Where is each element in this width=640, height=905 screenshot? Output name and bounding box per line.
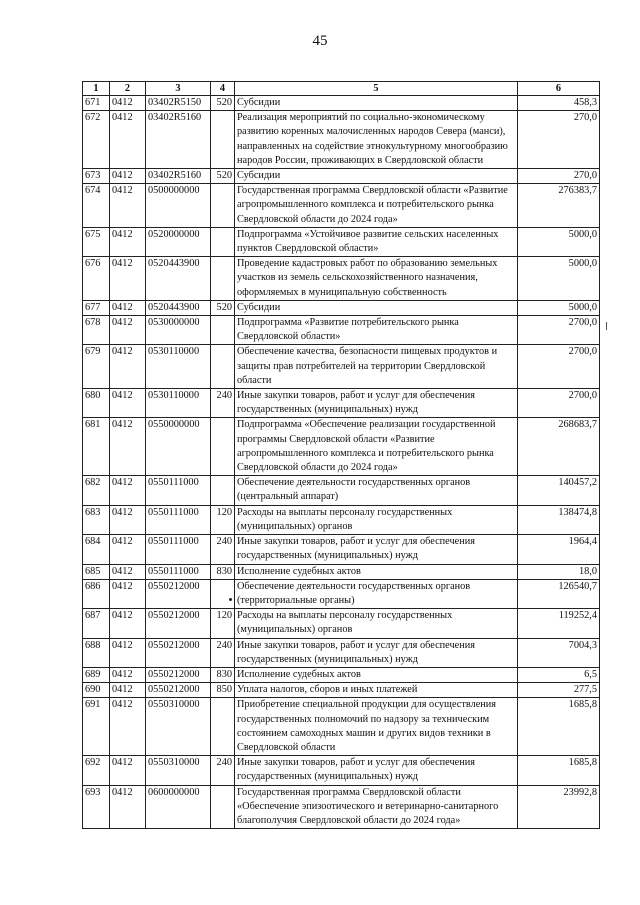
row-number-cell: 685 <box>83 564 110 579</box>
expense-type-cell: 850 <box>211 683 235 698</box>
table-row <box>83 638 600 667</box>
amount-cell: 458,3 <box>518 96 600 111</box>
description-cell: Субсидии <box>235 300 518 315</box>
amount-cell: 270,0 <box>518 111 600 169</box>
description-cell: Иные закупки товаров, работ и услуг для обеспечения государственных (муниципальных) нужд <box>235 535 518 564</box>
target-code-cell: 0550111000 <box>146 535 211 564</box>
target-code-cell: 0550212000 <box>146 579 211 608</box>
margin-mark <box>606 322 607 330</box>
description-cell: Иные закупки товаров, работ и услуг для обеспечения государственных (муниципальных) нужд <box>235 389 518 418</box>
table-row <box>83 418 600 476</box>
target-code-cell: 03402R5150 <box>146 96 211 111</box>
expense-type-cell: 520 <box>211 169 235 184</box>
target-code-cell: 0550000000 <box>146 418 211 476</box>
amount-cell: 5000,0 <box>518 300 600 315</box>
page-number: 45 <box>312 33 328 49</box>
section-code-cell: 0412 <box>110 579 146 608</box>
section-code-cell: 0412 <box>110 535 146 564</box>
table-row <box>83 316 600 345</box>
section-code-cell: 0412 <box>110 683 146 698</box>
row-number-cell: 691 <box>83 698 110 756</box>
expense-type-cell <box>211 698 235 756</box>
table-row <box>83 609 600 638</box>
amount-cell: 277,5 <box>518 683 600 698</box>
expense-type-cell <box>211 579 235 608</box>
row-number-cell: 693 <box>83 785 110 829</box>
amount-cell: 270,0 <box>518 169 600 184</box>
row-number-cell: 676 <box>83 257 110 301</box>
section-code-cell: 0412 <box>110 505 146 534</box>
row-number-cell: 683 <box>83 505 110 534</box>
target-code-cell: 03402R5160 <box>146 111 211 169</box>
table-row <box>83 184 600 228</box>
section-code-cell: 0412 <box>110 476 146 505</box>
table-row <box>83 111 600 169</box>
target-code-cell: 0520443900 <box>146 300 211 315</box>
row-number-cell: 679 <box>83 345 110 389</box>
target-code-cell: 0550310000 <box>146 698 211 756</box>
section-code-cell: 0412 <box>110 698 146 756</box>
header-col-1: 1 <box>83 82 110 96</box>
expense-type-cell: 520 <box>211 300 235 315</box>
section-code-cell: 0412 <box>110 316 146 345</box>
row-number-cell: 686 <box>83 579 110 608</box>
row-number-cell: 674 <box>83 184 110 228</box>
row-number-cell: 673 <box>83 169 110 184</box>
row-number-cell: 689 <box>83 667 110 682</box>
section-code-cell: 0412 <box>110 564 146 579</box>
table-row <box>83 257 600 301</box>
table-row <box>83 389 600 418</box>
row-number-cell: 677 <box>83 300 110 315</box>
amount-cell: 140457,2 <box>518 476 600 505</box>
target-code-cell: 0550310000 <box>146 756 211 785</box>
target-code-cell: 03402R5160 <box>146 169 211 184</box>
target-code-cell: 0550111000 <box>146 476 211 505</box>
expense-type-cell: 240 <box>211 535 235 564</box>
table-row <box>83 667 600 682</box>
amount-cell: 1964,4 <box>518 535 600 564</box>
table-row <box>83 96 600 111</box>
expense-type-cell <box>211 476 235 505</box>
description-cell: Обеспечение качества, безопасности пищевых продуктов и защиты прав потребителей на территории Свердловской области <box>235 345 518 389</box>
description-cell: Реализация мероприятий по социально-экономическому развитию коренных малочисленных народов Севера (манси), направленных на содействие этнокультурному многообразию народов России, проживающих в Свердловской области <box>235 111 518 169</box>
target-code-cell: 0550212000 <box>146 638 211 667</box>
section-code-cell: 0412 <box>110 667 146 682</box>
expense-type-cell <box>211 316 235 345</box>
row-number-cell: 688 <box>83 638 110 667</box>
amount-cell: 138474,8 <box>518 505 600 534</box>
description-cell: Приобретение специальной продукции для осуществления государственных полномочий по надзору за техническим состоянием самоходных машин и других видов техники в Свердловской области <box>235 698 518 756</box>
expense-type-cell: 240 <box>211 638 235 667</box>
row-number-cell: 672 <box>83 111 110 169</box>
expense-type-cell <box>211 227 235 256</box>
row-number-cell: 682 <box>83 476 110 505</box>
row-number-cell: 678 <box>83 316 110 345</box>
amount-cell: 119252,4 <box>518 609 600 638</box>
row-number-cell: 690 <box>83 683 110 698</box>
amount-cell: 126540,7 <box>518 579 600 608</box>
description-cell: Субсидии <box>235 169 518 184</box>
row-number-cell: 681 <box>83 418 110 476</box>
expense-type-cell <box>211 418 235 476</box>
amount-cell: 276383,7 <box>518 184 600 228</box>
description-cell: Расходы на выплаты персоналу государственных (муниципальных) органов <box>235 609 518 638</box>
description-cell: Субсидии <box>235 96 518 111</box>
table-row <box>83 345 600 389</box>
description-cell: Проведение кадастровых работ по образованию земельных участков из земель сельскохозяйственного назначения, оформляемых в муниципальную собственность <box>235 257 518 301</box>
amount-cell: 7004,3 <box>518 638 600 667</box>
header-col-4: 4 <box>211 82 235 96</box>
description-cell: Обеспечение деятельности государственных органов (территориальные органы) <box>235 579 518 608</box>
target-code-cell: 0550212000 <box>146 609 211 638</box>
description-cell: Иные закупки товаров, работ и услуг для обеспечения государственных (муниципальных) нужд <box>235 756 518 785</box>
section-code-cell: 0412 <box>110 418 146 476</box>
section-code-cell: 0412 <box>110 785 146 829</box>
table-row <box>83 300 600 315</box>
section-code-cell: 0412 <box>110 609 146 638</box>
amount-cell: 2700,0 <box>518 316 600 345</box>
row-number-cell: 680 <box>83 389 110 418</box>
expense-type-cell: 120 <box>211 505 235 534</box>
header-col-5: 5 <box>235 82 518 96</box>
table-row <box>83 476 600 505</box>
target-code-cell: 0520000000 <box>146 227 211 256</box>
section-code-cell: 0412 <box>110 257 146 301</box>
expense-type-cell <box>211 785 235 829</box>
header-col-3: 3 <box>146 82 211 96</box>
target-code-cell: 0530000000 <box>146 316 211 345</box>
expense-type-cell <box>211 184 235 228</box>
expense-type-cell: 830 <box>211 564 235 579</box>
table-body <box>83 96 600 829</box>
description-cell: Исполнение судебных актов <box>235 667 518 682</box>
amount-cell: 6,5 <box>518 667 600 682</box>
table-row <box>83 785 600 829</box>
description-cell: Обеспечение деятельности государственных органов (центральный аппарат) <box>235 476 518 505</box>
section-code-cell: 0412 <box>110 111 146 169</box>
description-cell: Исполнение судебных актов <box>235 564 518 579</box>
expense-type-cell: 830 <box>211 667 235 682</box>
amount-cell: 5000,0 <box>518 257 600 301</box>
row-number-cell: 675 <box>83 227 110 256</box>
section-code-cell: 0412 <box>110 300 146 315</box>
section-code-cell: 0412 <box>110 756 146 785</box>
expense-type-cell: 240 <box>211 389 235 418</box>
section-code-cell: 0412 <box>110 638 146 667</box>
table-row <box>83 579 600 608</box>
amount-cell: 1685,8 <box>518 698 600 756</box>
expense-type-cell: 520 <box>211 96 235 111</box>
expense-type-cell: 240 <box>211 756 235 785</box>
table-row <box>83 564 600 579</box>
table-row <box>83 698 600 756</box>
amount-cell: 18,0 <box>518 564 600 579</box>
description-cell: Государственная программа Свердловской области «Обеспечение эпизоотического и ветеринарно-санитарного благополучия Свердловской области до 2024 года» <box>235 785 518 829</box>
target-code-cell: 0600000000 <box>146 785 211 829</box>
expense-type-cell <box>211 345 235 389</box>
target-code-cell: 0530110000 <box>146 345 211 389</box>
section-code-cell: 0412 <box>110 389 146 418</box>
amount-cell: 23992,8 <box>518 785 600 829</box>
target-code-cell: 0550111000 <box>146 505 211 534</box>
target-code-cell: 0500000000 <box>146 184 211 228</box>
table-row <box>83 169 600 184</box>
row-number-cell: 692 <box>83 756 110 785</box>
amount-cell: 2700,0 <box>518 345 600 389</box>
target-code-cell: 0520443900 <box>146 257 211 301</box>
target-code-cell: 0530110000 <box>146 389 211 418</box>
budget-table <box>82 81 600 829</box>
description-cell: Уплата налогов, сборов и иных платежей <box>235 683 518 698</box>
expense-type-cell <box>211 257 235 301</box>
table-row <box>83 227 600 256</box>
section-code-cell: 0412 <box>110 345 146 389</box>
description-cell: Подпрограмма «Обеспечение реализации государственной программы Свердловской области «Развитие агропромышленного комплекса и потребительского рынка Свердловской области до 2024 года» <box>235 418 518 476</box>
description-cell: Подпрограмма «Устойчивое развитие сельских населенных пунктов Свердловской области» <box>235 227 518 256</box>
expense-type-cell: 120 <box>211 609 235 638</box>
header-col-2: 2 <box>110 82 146 96</box>
description-cell: Государственная программа Свердловской области «Развитие агропромышленного комплекса и потребительского рынка Свердловской области до 2024 года» <box>235 184 518 228</box>
table-row <box>83 505 600 534</box>
section-code-cell: 0412 <box>110 227 146 256</box>
section-code-cell: 0412 <box>110 184 146 228</box>
table-row <box>83 756 600 785</box>
table-header-row <box>83 82 600 96</box>
section-code-cell: 0412 <box>110 96 146 111</box>
header-col-6: 6 <box>518 82 600 96</box>
table-row <box>83 535 600 564</box>
stray-dot <box>229 598 232 601</box>
amount-cell: 2700,0 <box>518 389 600 418</box>
target-code-cell: 0550111000 <box>146 564 211 579</box>
description-cell: Расходы на выплаты персоналу государственных (муниципальных) органов <box>235 505 518 534</box>
amount-cell: 1685,8 <box>518 756 600 785</box>
row-number-cell: 687 <box>83 609 110 638</box>
target-code-cell: 0550212000 <box>146 683 211 698</box>
table-row <box>83 683 600 698</box>
section-code-cell: 0412 <box>110 169 146 184</box>
amount-cell: 268683,7 <box>518 418 600 476</box>
target-code-cell: 0550212000 <box>146 667 211 682</box>
row-number-cell: 671 <box>83 96 110 111</box>
description-cell: Иные закупки товаров, работ и услуг для обеспечения государственных (муниципальных) нужд <box>235 638 518 667</box>
row-number-cell: 684 <box>83 535 110 564</box>
description-cell: Подпрограмма «Развитие потребительского рынка Свердловской области» <box>235 316 518 345</box>
expense-type-cell <box>211 111 235 169</box>
amount-cell: 5000,0 <box>518 227 600 256</box>
